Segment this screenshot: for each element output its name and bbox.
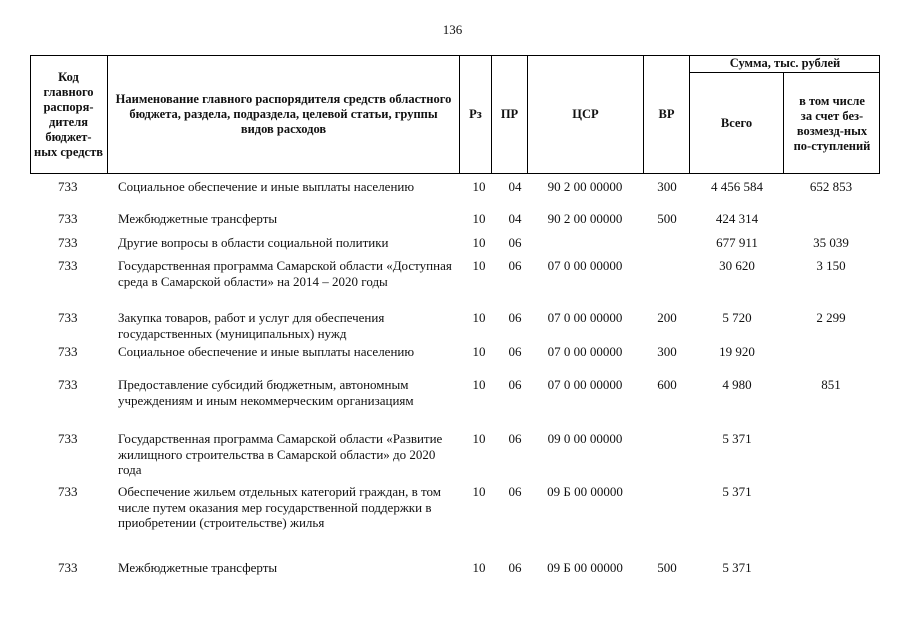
header-vr: ВР	[644, 55, 690, 174]
row-total: 19 920	[719, 344, 755, 359]
row-total: 5 371	[722, 431, 752, 446]
row-total: 4 980	[722, 377, 752, 392]
row-name: Межбюджетные трансферты	[118, 211, 278, 226]
row-name: Государственная программа Самарской области «Доступная среда в Самарской области» на 2014 – 2020 годы	[118, 258, 452, 289]
row-total: 5 371	[722, 484, 752, 499]
row-vr: 500	[657, 211, 677, 226]
row-rz: 10	[472, 377, 486, 392]
row-rz: 10	[472, 344, 486, 359]
row-pr: 06	[508, 484, 522, 499]
row-total: 424 314	[715, 211, 759, 226]
row-name: Государственная программа Самарской области «Развитие жилищного строительства в Самарской области» до 2020 года	[118, 431, 443, 477]
row-pr: 04	[508, 179, 522, 194]
header-name: Наименование главного распорядителя средств областного бюджета, раздела, подраздела, целевой статьи, группы видов расходов	[108, 55, 460, 174]
row-code: 733	[58, 179, 78, 194]
row-free: 851	[821, 377, 841, 392]
row-total: 677 911	[716, 235, 758, 250]
row-total: 4 456 584	[711, 179, 763, 194]
row-pr: 06	[508, 258, 522, 273]
row-vr: 300	[657, 344, 677, 359]
row-code: 733	[58, 344, 78, 359]
row-vr: 600	[657, 377, 677, 392]
row-rz: 10	[472, 560, 486, 575]
row-csr: 09 0 00 00000	[547, 431, 623, 446]
row-csr: 07 0 00 00000	[547, 258, 623, 273]
row-name: Межбюджетные трансферты	[118, 560, 278, 575]
row-free: 652 853	[809, 179, 853, 194]
header-total: Всего	[690, 73, 784, 174]
row-csr: 90 2 00 00000	[547, 211, 623, 226]
row-total: 30 620	[719, 258, 755, 273]
row-pr: 06	[508, 377, 522, 392]
row-rz: 10	[472, 431, 486, 446]
page-number: 136	[442, 22, 463, 37]
row-rz: 10	[472, 179, 486, 194]
row-code: 733	[58, 258, 78, 273]
row-pr: 06	[508, 344, 522, 359]
row-pr: 06	[508, 235, 522, 250]
row-pr: 06	[508, 560, 522, 575]
header-sum-title: Сумма, тыс. рублей	[690, 55, 880, 73]
row-code: 733	[58, 235, 78, 250]
header-pr: ПР	[492, 55, 528, 174]
row-csr: 90 2 00 00000	[547, 179, 623, 194]
row-code: 733	[58, 431, 78, 446]
row-csr: 07 0 00 00000	[547, 344, 623, 359]
row-code: 733	[58, 211, 78, 226]
row-name: Другие вопросы в области социальной политики	[118, 235, 389, 250]
row-csr: 09 Б 00 00000	[547, 484, 623, 499]
header-free: в том числе за счет без-возмезд-ных по-ступлений	[793, 93, 871, 153]
row-csr: 07 0 00 00000	[547, 377, 623, 392]
row-name: Социальное обеспечение и иные выплаты населению	[118, 179, 415, 194]
row-total: 5 720	[722, 310, 752, 325]
header-code: Код главного распоря-дителя бюджет-ных средств	[30, 55, 108, 174]
row-free: 2 299	[816, 310, 846, 325]
row-pr: 04	[508, 211, 522, 226]
row-rz: 10	[472, 211, 486, 226]
row-name: Предоставление субсидий бюджетным, автономным учреждениям и иным некоммерческим организациям	[118, 377, 414, 408]
row-pr: 06	[508, 310, 522, 325]
row-code: 733	[58, 310, 78, 325]
row-name: Закупка товаров, работ и услуг для обеспечения государственных (муниципальных) нужд	[118, 310, 385, 341]
row-free: 3 150	[816, 258, 846, 273]
row-rz: 10	[472, 235, 486, 250]
row-rz: 10	[472, 310, 486, 325]
row-vr: 200	[657, 310, 677, 325]
row-total: 5 371	[722, 560, 752, 575]
row-vr: 300	[657, 179, 677, 194]
row-code: 733	[58, 377, 78, 392]
row-vr: 500	[657, 560, 677, 575]
row-rz: 10	[472, 484, 486, 499]
row-rz: 10	[472, 258, 486, 273]
row-csr: 07 0 00 00000	[547, 310, 623, 325]
table-header	[30, 55, 880, 174]
row-free: 35 039	[813, 235, 849, 250]
header-rz: Рз	[460, 55, 492, 174]
row-name: Социальное обеспечение и иные выплаты населению	[118, 344, 415, 359]
row-csr: 09 Б 00 00000	[547, 560, 623, 575]
row-name: Обеспечение жильем отдельных категорий граждан, в том числе путем оказания мер государственной поддержки в приобретении (строительстве) жилья	[118, 484, 442, 530]
row-code: 733	[58, 560, 78, 575]
header-csr: ЦСР	[528, 55, 644, 174]
row-code: 733	[58, 484, 78, 499]
row-pr: 06	[508, 431, 522, 446]
